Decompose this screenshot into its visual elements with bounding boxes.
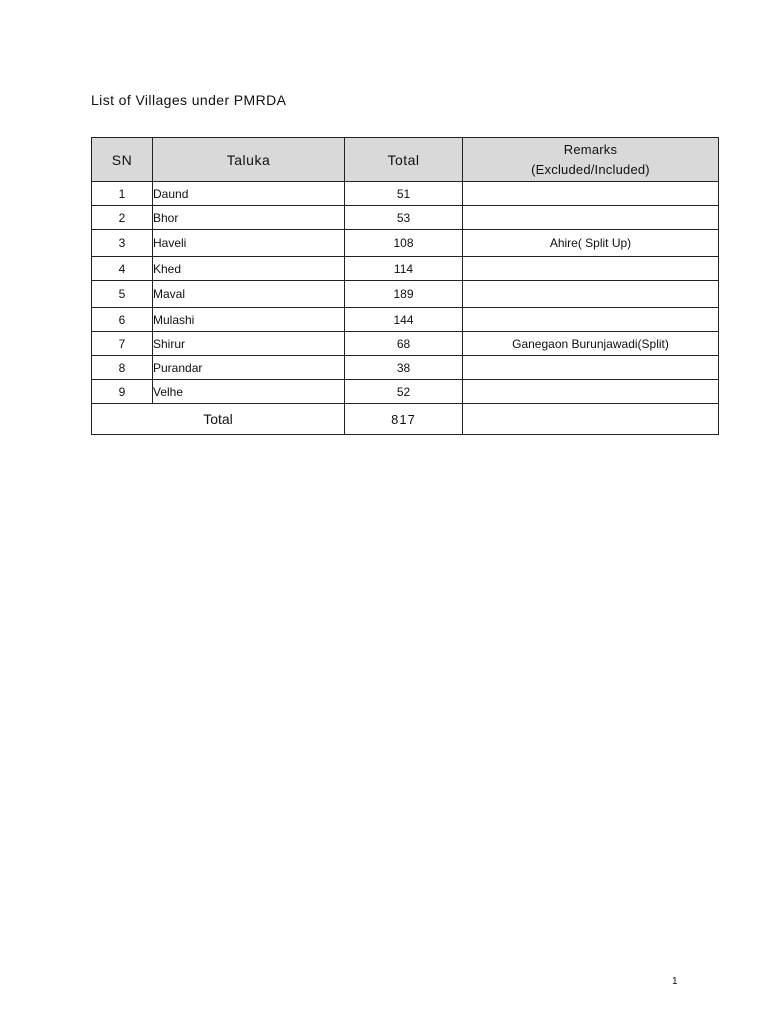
row-sn: 7 bbox=[92, 332, 153, 356]
row-taluka: Mulashi bbox=[153, 308, 345, 332]
row-total: 52 bbox=[345, 380, 463, 404]
row-taluka: Shirur bbox=[153, 332, 345, 356]
row-taluka: Haveli bbox=[153, 230, 345, 257]
row-total: 51 bbox=[345, 182, 463, 206]
row-remarks bbox=[463, 206, 719, 230]
row-total: 68 bbox=[345, 332, 463, 356]
total-label: Total bbox=[92, 404, 345, 435]
row-sn: 6 bbox=[92, 308, 153, 332]
row-remarks bbox=[463, 380, 719, 404]
header-remarks-line1: Remarks bbox=[563, 141, 618, 157]
page-number: 1 bbox=[672, 976, 678, 987]
row-remarks: Ahire( Split Up) bbox=[463, 230, 719, 257]
header-sn: SN bbox=[92, 138, 153, 182]
table-row bbox=[92, 257, 719, 281]
table-row bbox=[92, 332, 719, 356]
header-taluka: Taluka bbox=[153, 138, 345, 182]
header-total: Total bbox=[345, 138, 463, 182]
row-total: 114 bbox=[345, 257, 463, 281]
document-title: List of Villages under PMRDA bbox=[91, 92, 287, 108]
table-row bbox=[92, 281, 719, 308]
row-remarks bbox=[463, 281, 719, 308]
header-remarks bbox=[463, 138, 719, 182]
row-remarks bbox=[463, 257, 719, 281]
row-taluka: Purandar bbox=[153, 356, 345, 380]
villages-table bbox=[91, 137, 719, 435]
row-sn: 8 bbox=[92, 356, 153, 380]
row-sn: 4 bbox=[92, 257, 153, 281]
row-sn: 1 bbox=[92, 182, 153, 206]
row-total: 189 bbox=[345, 281, 463, 308]
row-taluka: Velhe bbox=[153, 380, 345, 404]
row-total: 53 bbox=[345, 206, 463, 230]
row-remarks bbox=[463, 356, 719, 380]
row-remarks bbox=[463, 182, 719, 206]
row-taluka: Daund bbox=[153, 182, 345, 206]
row-taluka: Maval bbox=[153, 281, 345, 308]
total-remarks bbox=[463, 404, 719, 435]
row-sn: 9 bbox=[92, 380, 153, 404]
row-sn: 5 bbox=[92, 281, 153, 308]
table-row bbox=[92, 206, 719, 230]
row-remarks: Ganegaon Burunjawadi(Split) bbox=[463, 332, 719, 356]
table-row bbox=[92, 182, 719, 206]
total-value: 817 bbox=[345, 404, 463, 435]
table-row bbox=[92, 380, 719, 404]
table-row bbox=[92, 356, 719, 380]
table-row bbox=[92, 230, 719, 257]
row-taluka: Khed bbox=[153, 257, 345, 281]
table-row bbox=[92, 308, 719, 332]
table-header-row bbox=[92, 138, 719, 182]
header-remarks-line2: (Excluded/Included) bbox=[531, 161, 650, 177]
row-total: 144 bbox=[345, 308, 463, 332]
row-sn: 2 bbox=[92, 206, 153, 230]
row-total: 108 bbox=[345, 230, 463, 257]
row-remarks bbox=[463, 308, 719, 332]
row-sn: 3 bbox=[92, 230, 153, 257]
row-total: 38 bbox=[345, 356, 463, 380]
total-row bbox=[92, 404, 719, 435]
row-taluka: Bhor bbox=[153, 206, 345, 230]
